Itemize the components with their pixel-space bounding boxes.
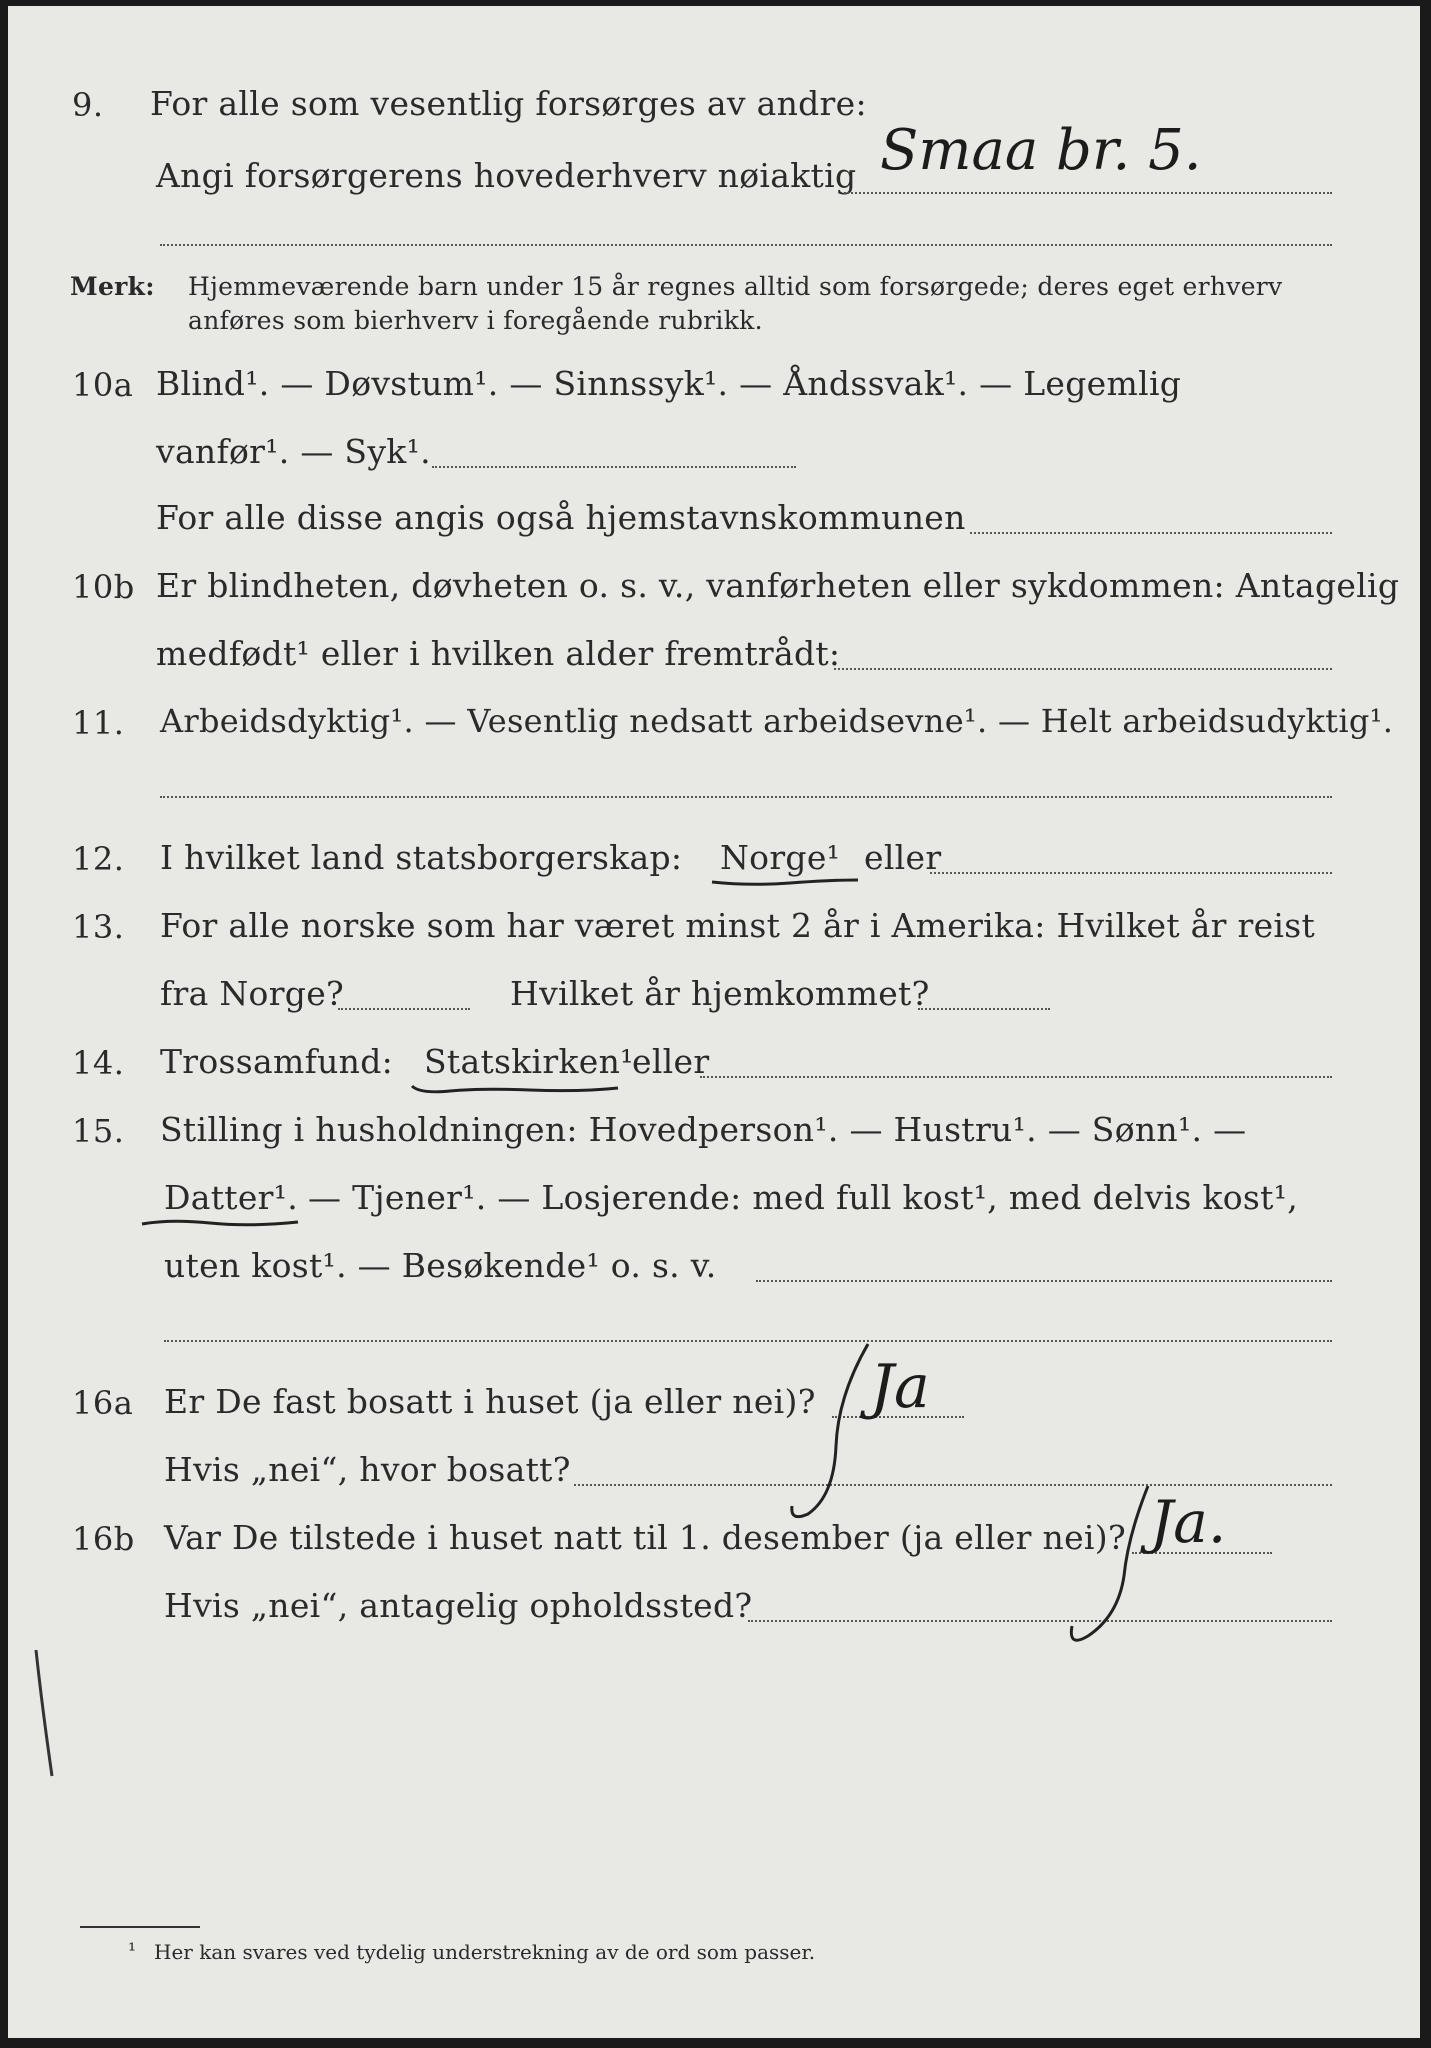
q16b-line2: Hvis „nei“, antagelig opholdssted? [164, 1586, 753, 1625]
q14-number: 14. [72, 1044, 125, 1082]
q9-line2: Angi forsørgerens hovederhverv nøiaktig [156, 156, 857, 195]
census-form-page [8, 6, 1420, 2038]
merk-line1: Hjemmeværende barn under 15 år regnes alltid som forsørgede; deres eget erhverv [188, 272, 1283, 301]
q15-row3 [8, 1240, 1420, 1300]
q9-answer-line[interactable] [844, 192, 1332, 194]
footnote-text: Her kan svares ved tydelig understrekning av de ord som passer. [154, 1940, 816, 1964]
q9-row2 [8, 118, 1420, 206]
q10a-row3 [8, 492, 1420, 552]
q16a-bosatt-line[interactable] [574, 1484, 1332, 1486]
q10a-line2: vanfør¹. — Syk¹. [156, 432, 431, 471]
q14-option-statskirken[interactable]: Statskirken¹ [424, 1042, 634, 1081]
q15-line2-rest: — Tjener¹. — Losjerende: med full kost¹, med delvis kost¹, [308, 1178, 1299, 1217]
q16b-handwritten-answer: Ja. [1150, 1488, 1227, 1556]
q15-row2 [8, 1172, 1420, 1232]
q11-number: 11. [72, 704, 125, 742]
q16b-row2 [8, 1580, 1420, 1640]
q13-reist-line[interactable] [338, 1008, 470, 1010]
q11-line1: Arbeidsdyktig¹. — Vesentlig nedsatt arbeidsevne¹. — Helt arbeidsudyktig¹. [160, 702, 1394, 740]
q12-other-line[interactable] [930, 872, 1332, 874]
q13-line2a: fra Norge? [160, 974, 345, 1013]
q10a-row2 [8, 426, 1420, 486]
q15-number: 15. [72, 1112, 125, 1150]
q11-extra-line[interactable] [160, 796, 1332, 798]
q15-line1: Stilling i husholdningen: Hovedperson¹. — Hustru¹. — Sønn¹. — [160, 1110, 1247, 1149]
q10b-line2: medfødt¹ eller i hvilken alder fremtrådt: [156, 634, 841, 673]
q12-prefix: I hvilket land statsborgerskap: [160, 838, 683, 877]
q13-number: 13. [72, 908, 125, 946]
merk-label: Merk: [70, 272, 155, 301]
q10a-row1 [8, 358, 1420, 418]
q9-row [8, 78, 1420, 138]
q9-line1: For alle som vesentlig forsørges av andre: [150, 84, 867, 123]
q12-option-norge[interactable]: Norge¹ [720, 838, 841, 877]
q9-handwritten-answer: Smaa br. 5. [880, 118, 1202, 183]
q12-row [8, 832, 1420, 892]
merk-line2: anføres som bierhverv i foregående rubrikk. [188, 306, 763, 335]
q16a-number: 16a [72, 1384, 134, 1422]
q16b-row1 [8, 1488, 1420, 1572]
q16a-line1: Er De fast bosatt i huset (ja eller nei)? [164, 1382, 816, 1421]
q10b-row2 [8, 628, 1420, 688]
q12-suffix: eller [864, 838, 942, 877]
q12-number: 12. [72, 840, 125, 878]
q10b-line1: Er blindheten, døvheten o. s. v., vanførheten eller sykdommen: Antagelig [156, 566, 1400, 605]
q16b-line1: Var De tilstede i huset natt til 1. desember (ja eller nei)? [164, 1518, 1126, 1557]
q16a-line2: Hvis „nei“, hvor bosatt? [164, 1450, 571, 1489]
q13-line2b: Hvilket år hjemkommet? [510, 974, 930, 1013]
q15-row1 [8, 1104, 1420, 1164]
q14-suffix: eller [632, 1042, 710, 1081]
q14-other-line[interactable] [700, 1076, 1332, 1078]
margin-mark [26, 1646, 66, 1786]
q12-norge-underline [710, 876, 860, 888]
q16a-row1 [8, 1352, 1420, 1436]
q15-other-line[interactable] [756, 1280, 1332, 1282]
q14-row [8, 1036, 1420, 1096]
q11-row [8, 696, 1420, 756]
q16b-opholdssted-line[interactable] [748, 1620, 1332, 1622]
q13-line1: For alle norske som har været minst 2 år i Amerika: Hvilket år reist [160, 906, 1316, 945]
q13-row1 [8, 900, 1420, 960]
q13-row2 [8, 968, 1420, 1028]
q16a-handwritten-stroke [778, 1336, 898, 1526]
q10b-number: 10b [72, 568, 135, 606]
q14-statskirken-underline [410, 1082, 620, 1096]
q15-extra-line[interactable] [164, 1340, 1332, 1342]
footnote-rule [80, 1926, 200, 1928]
q9-number: 9. [72, 86, 104, 124]
q10a-line1: Blind¹. — Døvstum¹. — Sinnssyk¹. — Åndssvak¹. — Legemlig [156, 364, 1182, 403]
q16b-handwritten-stroke [1048, 1476, 1178, 1656]
q15-option-datter[interactable]: Datter¹. [164, 1178, 299, 1217]
q10b-row1 [8, 560, 1420, 620]
q13-hjemkommet-line[interactable] [918, 1008, 1050, 1010]
q9-extra-line[interactable] [160, 244, 1332, 246]
q10b-age-line[interactable] [834, 668, 1332, 670]
q10a-syk-line[interactable] [432, 466, 796, 468]
q16a-handwritten-answer: Ja [870, 1352, 930, 1422]
q15-datter-underline [140, 1216, 300, 1230]
q10a-hjemstavn-line[interactable] [970, 532, 1332, 534]
q14-prefix: Trossamfund: [160, 1042, 394, 1081]
q16b-number: 16b [72, 1520, 135, 1558]
footnote-mark: ¹ [128, 1938, 137, 1962]
q10a-number: 10a [72, 366, 134, 404]
merk-row [8, 264, 1420, 335]
q15-line3: uten kost¹. — Besøkende¹ o. s. v. [164, 1246, 717, 1285]
q10a-line3: For alle disse angis også hjemstavnskommunen [156, 498, 966, 537]
